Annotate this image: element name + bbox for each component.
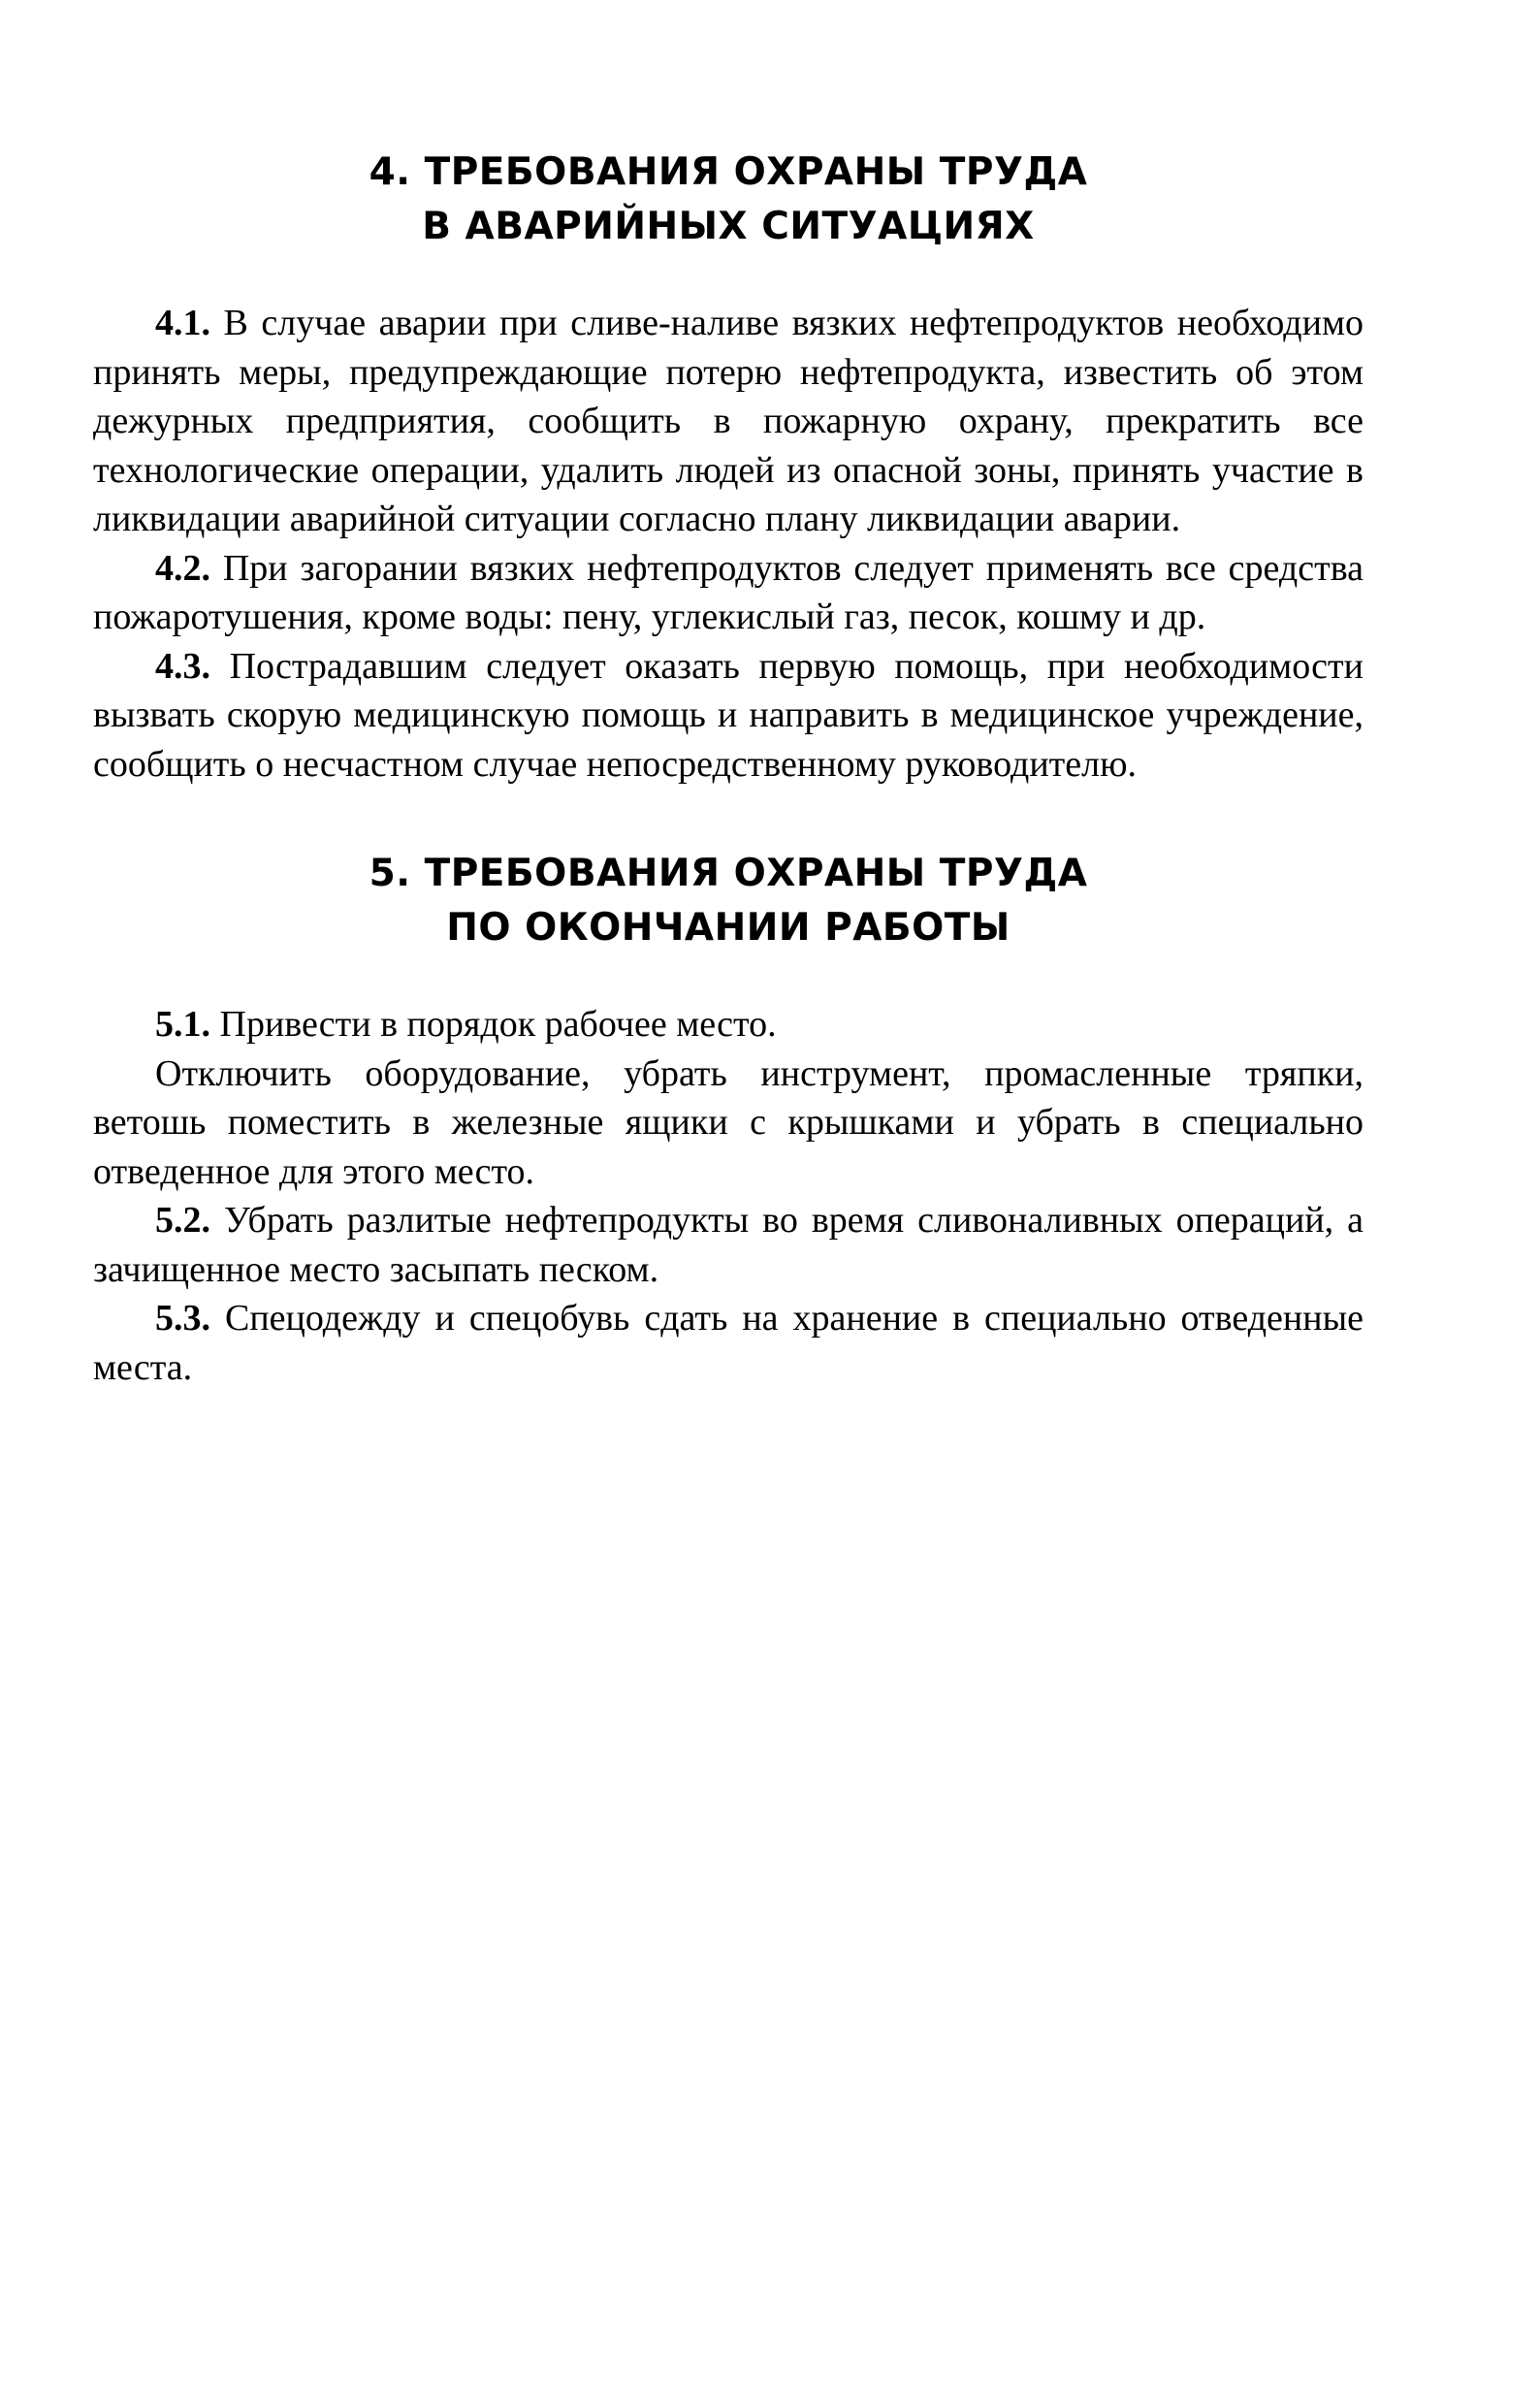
section-5-heading <box>93 847 1364 955</box>
section-5-heading-line1: 5. ТРЕБОВАНИЯ ОХРАНЫ ТРУДА <box>369 852 1088 895</box>
paragraph-text: При загорании вязких нефтепродуктов следует применять все средства пожаротушения, кроме воды: пену, углекислый газ, песок, кошму и др. <box>93 547 1364 637</box>
section-5-heading-line2: ПО ОКОНЧАНИИ РАБОТЫ <box>446 906 1011 950</box>
paragraph-number: 5.3. <box>155 1298 210 1339</box>
section-4-heading-line2: В АВАРИЙНЫХ СИТУАЦИЯХ <box>422 205 1035 248</box>
section-4-body <box>93 299 1364 789</box>
paragraph-number: 4.1. <box>155 303 210 343</box>
paragraph-text: Спецодежду и спецобувь сдать на хранение в специально отведенные места. <box>93 1298 1364 1388</box>
paragraph-text: Привести в порядок рабочее место. <box>219 1004 777 1045</box>
paragraph-text: Убрать разлитые нефтепродукты во время сливоналивных операций, а зачищенное место засыпать песком. <box>93 1200 1364 1290</box>
paragraph-number: 4.3. <box>155 645 210 687</box>
paragraph-4-1 <box>93 299 1364 544</box>
paragraph-number: 5.2. <box>155 1200 210 1241</box>
paragraph-number: 5.1. <box>155 1004 210 1045</box>
paragraph-5-3 <box>93 1294 1364 1392</box>
document-page <box>93 145 1364 1392</box>
paragraph-text: Отключить оборудование, убрать инструмент, промасленные тряпки, ветошь поместить в железные ящики с крышками и убрать в специально отведенное для этого место. <box>93 1052 1364 1192</box>
paragraph-5-1 <box>93 1000 1364 1049</box>
section-4-heading <box>93 145 1364 254</box>
section-4-heading-line1: 4. ТРЕБОВАНИЯ ОХРАНЫ ТРУДА <box>369 150 1088 194</box>
section-5-body <box>93 1000 1364 1392</box>
paragraph-5-1-continued <box>93 1049 1364 1197</box>
paragraph-4-3 <box>93 642 1364 790</box>
paragraph-number: 4.2. <box>155 547 210 589</box>
paragraph-text: В случае аварии при сливе-наливе вязких нефтепродуктов необходимо принять меры, предупреждающие потерю нефтепродукта, известить об этом дежурных предприятия, сообщить в пожарную охрану, прекратить все технологические операции, удалить людей из опасной зоны, принять участие в ликвидации аварийной ситуации согласно плану ликвидации аварии. <box>93 303 1364 539</box>
paragraph-5-2 <box>93 1196 1364 1294</box>
paragraph-4-2 <box>93 544 1364 642</box>
paragraph-text: Пострадавшим следует оказать первую помощь, при необходимости вызвать скорую медицинскую помощь и направить в медицинское учреждение, сообщить о несчастном случае непосредственному руководителю. <box>93 645 1364 785</box>
